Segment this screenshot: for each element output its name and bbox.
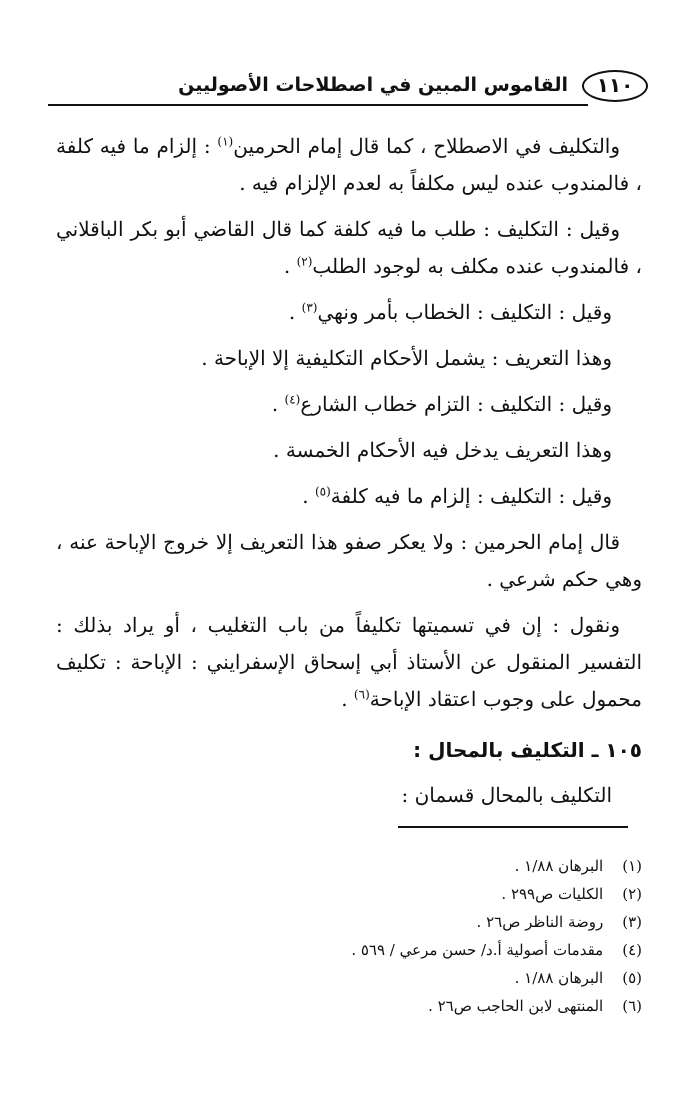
footnote-separator — [398, 826, 628, 828]
paragraph-9-text: ونقول : إن في تسميتها تكليفاً من باب التغليب ، أو يراد بذلك : التفسير المنقول عن الأستاذ أبي إسحاق الإسفرايني : الإباحة : تكليف محمول على وجوب اعتقاد الإباحة — [56, 613, 642, 711]
footnote-number: (٣) — [622, 913, 642, 931]
footnote-item — [56, 936, 642, 964]
footnote-text: البرهان ١/٨٨ . — [514, 969, 604, 987]
paragraph-3 — [56, 294, 642, 331]
paragraph-2-text: وقيل : التكليف : طلب ما فيه كلفة كما قال القاضي أبو بكر الباقلاني ، فالمندوب عنده مكلف به لوجود الطلب — [56, 217, 642, 278]
footnote-item — [56, 908, 642, 936]
footnote-number: (٥) — [622, 969, 642, 987]
paragraph-5 — [56, 386, 642, 423]
paragraph-8 — [56, 524, 642, 598]
header-rule — [48, 104, 588, 106]
footnote-number: (٦) — [622, 997, 642, 1015]
page-header — [48, 68, 648, 108]
paragraph-10-text: التكليف بالمحال قسمان : — [401, 783, 612, 807]
paragraph-8-text: قال إمام الحرمين : ولا يعكر صفو هذا التعريف إلا خروج الإباحة عنه ، وهي حكم شرعي . — [56, 530, 642, 591]
paragraph-10 — [56, 777, 642, 814]
paragraph-7-text: وقيل : التكليف : إلزام ما فيه كلفة — [330, 484, 612, 508]
paragraph-2 — [56, 211, 642, 285]
footnote-ref-4: (٤) — [284, 392, 301, 407]
footnote-ref-2: (٢) — [296, 254, 313, 269]
paragraph-6-text: وهذا التعريف يدخل فيه الأحكام الخمسة . — [273, 438, 612, 462]
running-title: القاموس المبين في اصطلاحات الأصوليين — [178, 74, 568, 96]
paragraph-3-end: . — [288, 300, 296, 324]
paragraph-1 — [56, 128, 642, 202]
paragraph-6 — [56, 432, 642, 469]
section-heading: ١٠٥ ـ التكليف بالمحال : — [413, 738, 642, 762]
footnote-ref-6: (٦) — [353, 687, 370, 702]
footnote-number: (١) — [622, 857, 642, 875]
body-text — [56, 128, 642, 823]
footnote-item — [56, 852, 642, 880]
footnote-number: (٤) — [622, 941, 642, 959]
footnote-item — [56, 964, 642, 992]
footnote-text: مقدمات أصولية أ.د/ حسن مرعي / ٥٦٩ . — [351, 941, 604, 959]
footnote-text: الكليات ص٢٩٩ . — [501, 885, 604, 903]
paragraph-4 — [56, 340, 642, 377]
paragraph-3-text: وقيل : التكليف : الخطاب بأمر ونهي — [317, 300, 612, 324]
paragraph-1-text: والتكليف في الاصطلاح ، كما قال إمام الحرمين — [233, 134, 621, 158]
footnote-text: البرهان ١/٨٨ . — [514, 857, 604, 875]
paragraph-7-end: . — [302, 484, 309, 508]
paragraph-5-end: . — [271, 392, 279, 416]
paragraph-9 — [56, 607, 642, 718]
footnote-ref-5: (٥) — [314, 484, 331, 499]
footnote-item — [56, 992, 642, 1020]
footnote-ref-3: (٣) — [301, 300, 318, 315]
paragraph-1-rest: : إلزام ما فيه كلفة ، فالمندوب عنده ليس مكلفاً به لعدم الإلزام فيه . — [56, 134, 642, 195]
paragraph-4-text: وهذا التعريف : يشمل الأحكام التكليفية إلا الإباحة . — [201, 346, 612, 370]
footnote-text: روضة الناظر ص٢٦ . — [476, 913, 604, 931]
footnote-number: (٢) — [622, 885, 642, 903]
paragraph-2-end: . — [283, 254, 291, 278]
footnotes — [56, 852, 642, 1020]
footnote-text: المنتهى لابن الحاجب ص٢٦ . — [428, 997, 604, 1015]
paragraph-5-text: وقيل : التكليف : التزام خطاب الشارع — [300, 392, 612, 416]
paragraph-7 — [56, 478, 642, 515]
page-number: ١١٠ — [582, 70, 648, 102]
paragraph-9-end: . — [341, 687, 348, 711]
footnote-ref-1: (١) — [217, 134, 234, 149]
footnote-item — [56, 880, 642, 908]
